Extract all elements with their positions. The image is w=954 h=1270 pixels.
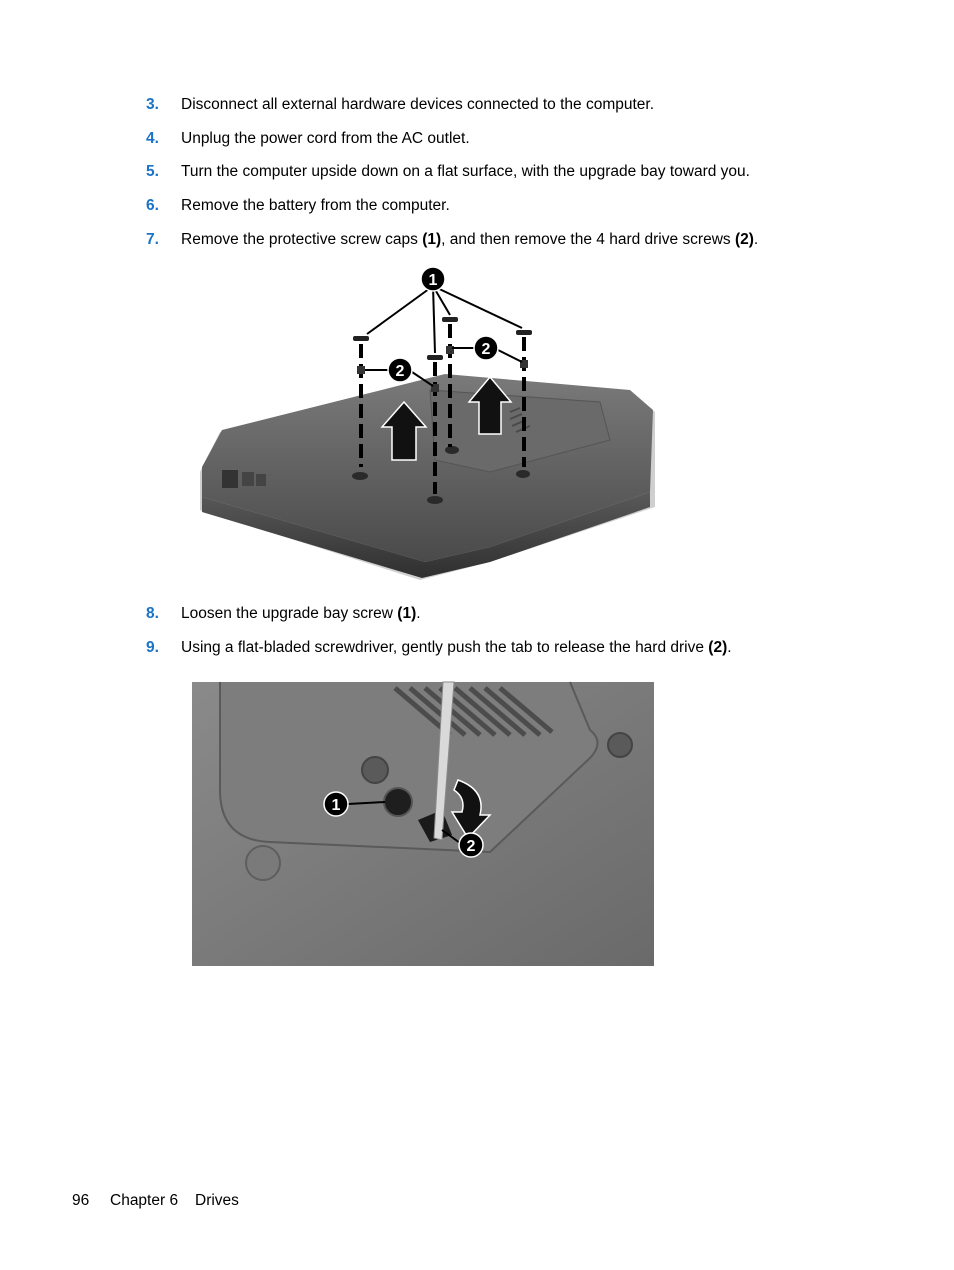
upgrade-bay-illustration (190, 680, 656, 968)
callout-2-right (474, 336, 498, 360)
step-text: Unplug the power cord from the AC outlet. (181, 130, 470, 147)
section-label: Drives (195, 1192, 239, 1209)
callout-1 (324, 792, 348, 816)
step-7 (0, 231, 954, 253)
callout-2-label: 2 (395, 363, 405, 380)
step-text: Remove the protective screw caps (1), and then remove the 4 hard drive screws (2). (181, 231, 759, 248)
step-number: 5. (146, 163, 159, 180)
step-text: Turn the computer upside down on a flat surface, with the upgrade bay toward you. (181, 163, 750, 180)
step-text: Remove the battery from the computer. (181, 197, 450, 214)
callout-2-label: 2 (466, 838, 476, 855)
step-number: 3. (146, 96, 159, 113)
step-8 (0, 605, 954, 627)
step-number: 7. (146, 231, 159, 248)
callout-2-left (388, 358, 412, 382)
laptop-bottom-illustration (190, 262, 665, 584)
callout-2-label: 2 (481, 341, 491, 358)
chapter-label: Chapter 6 (110, 1192, 179, 1209)
callout-1-label: 1 (331, 797, 341, 814)
step-text: Loosen the upgrade bay screw (1). (181, 605, 421, 622)
step-3 (0, 96, 954, 118)
step-number: 8. (146, 605, 159, 622)
figure-upgrade-bay-release (190, 680, 656, 968)
step-text: Using a flat-bladed screwdriver, gently push the tab to release the hard drive (2). (181, 639, 732, 656)
page-number: 96 (72, 1192, 90, 1209)
callout-1 (421, 267, 445, 291)
step-9 (0, 639, 954, 661)
callout-1-label: 1 (428, 272, 438, 289)
step-5 (0, 163, 954, 185)
step-number: 4. (146, 130, 159, 147)
step-number: 6. (146, 197, 159, 214)
step-6 (0, 197, 954, 219)
figure-hard-drive-screws (190, 262, 665, 584)
step-text: Disconnect all external hardware devices connected to the computer. (181, 96, 655, 113)
step-number: 9. (146, 639, 159, 656)
callout-2 (459, 833, 483, 857)
step-4 (0, 130, 954, 152)
